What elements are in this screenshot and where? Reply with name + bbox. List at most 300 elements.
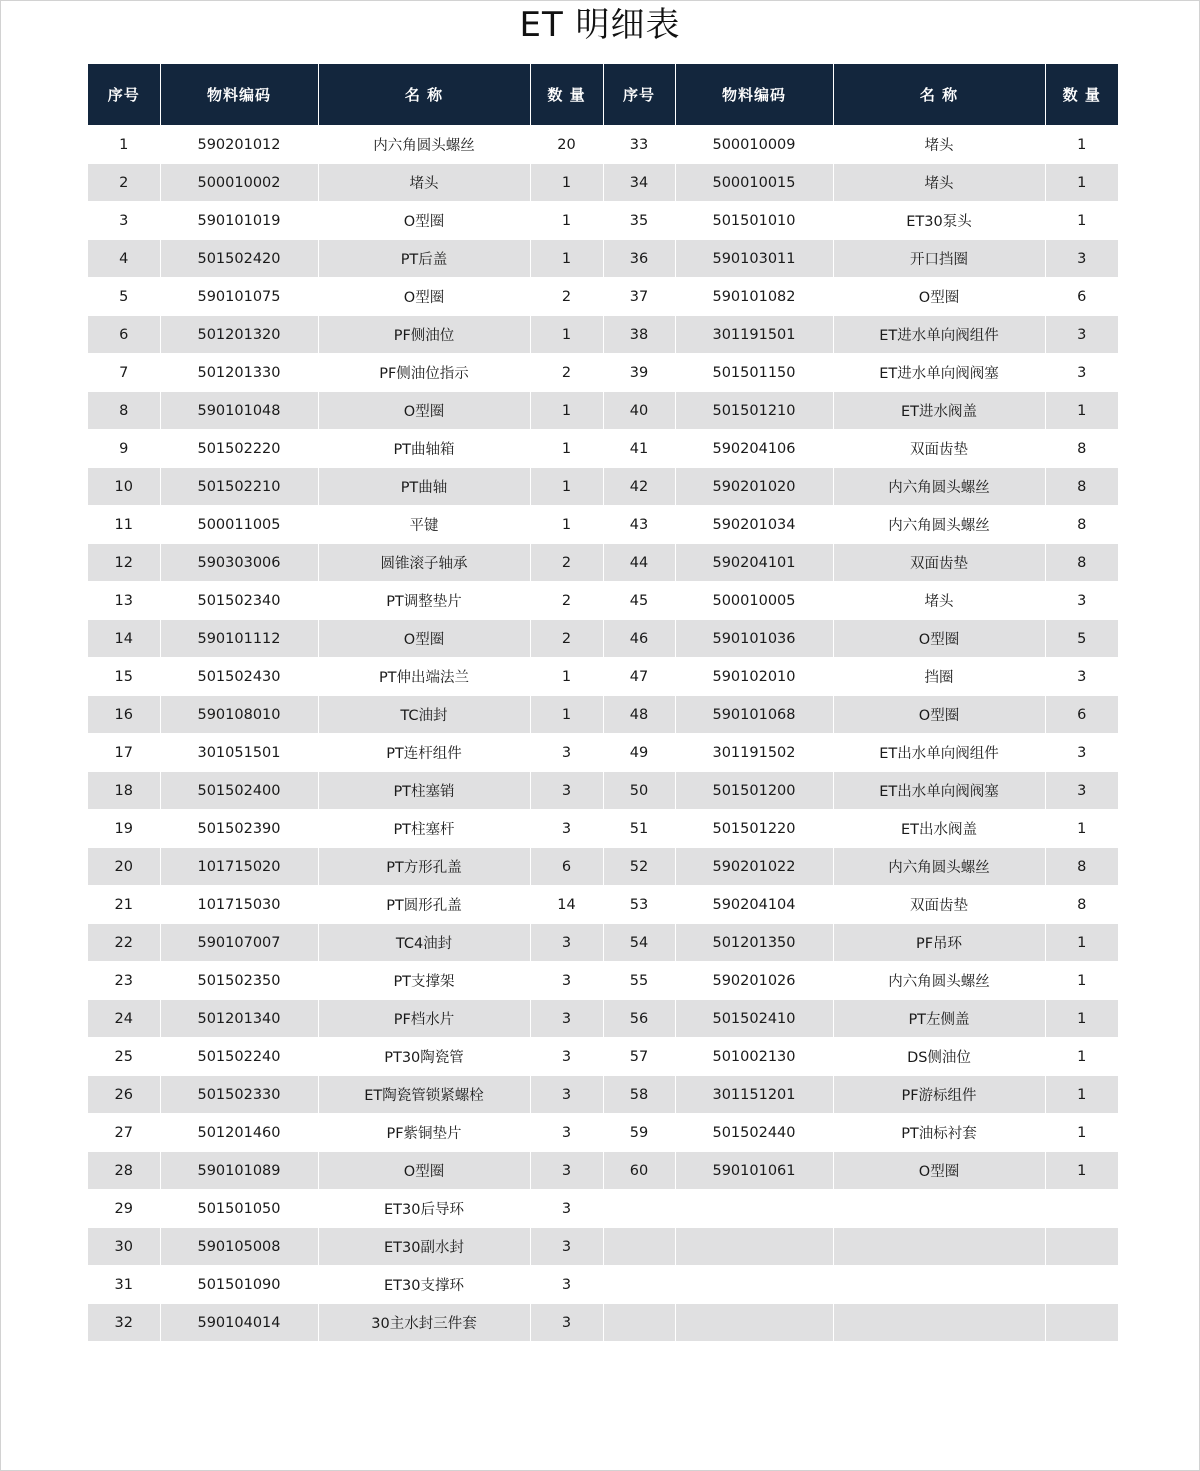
cell-index-left: 15 (88, 658, 160, 696)
cell-code-right: 590204106 (675, 430, 833, 468)
cell-name-left: O型圈 (318, 202, 530, 240)
cell-code-left: 501502240 (160, 1038, 318, 1076)
cell-qty-left: 6 (530, 848, 603, 886)
cell-index-right: 50 (603, 772, 675, 810)
cell-name-left: O型圈 (318, 1152, 530, 1190)
cell-index-left: 28 (88, 1152, 160, 1190)
table-row (88, 506, 1118, 544)
table-row (88, 278, 1118, 316)
cell-index-right: 53 (603, 886, 675, 924)
cell-qty-left: 1 (530, 164, 603, 202)
table-row (88, 354, 1118, 392)
cell-code-right: 501502440 (675, 1114, 833, 1152)
cell-code-right: 590103011 (675, 240, 833, 278)
cell-qty-right: 1 (1045, 1076, 1118, 1114)
cell-code-right (675, 1190, 833, 1228)
cell-index-left: 17 (88, 734, 160, 772)
cell-code-right: 590201034 (675, 506, 833, 544)
cell-name-right: O型圈 (833, 1152, 1045, 1190)
table-row (88, 924, 1118, 962)
cell-name-left: 内六角圆头螺丝 (318, 126, 530, 164)
cell-qty-right: 3 (1045, 240, 1118, 278)
cell-qty-right: 8 (1045, 430, 1118, 468)
cell-qty-left: 3 (530, 924, 603, 962)
cell-code-right: 501501010 (675, 202, 833, 240)
cell-code-right: 301191501 (675, 316, 833, 354)
cell-code-right: 501501220 (675, 810, 833, 848)
cell-index-right: 34 (603, 164, 675, 202)
cell-code-left: 101715020 (160, 848, 318, 886)
cell-index-left: 25 (88, 1038, 160, 1076)
cell-code-left: 590101048 (160, 392, 318, 430)
cell-code-left: 501201330 (160, 354, 318, 392)
header-code-right: 物料编码 (675, 64, 833, 126)
cell-qty-left: 2 (530, 354, 603, 392)
cell-index-left: 27 (88, 1114, 160, 1152)
cell-index-left: 9 (88, 430, 160, 468)
cell-code-left: 501201340 (160, 1000, 318, 1038)
cell-name-left: TC油封 (318, 696, 530, 734)
cell-index-left: 30 (88, 1228, 160, 1266)
cell-index-right: 38 (603, 316, 675, 354)
cell-index-right: 40 (603, 392, 675, 430)
cell-name-right (833, 1190, 1045, 1228)
table-row (88, 1266, 1118, 1304)
cell-index-left: 32 (88, 1304, 160, 1342)
cell-qty-left: 3 (530, 1000, 603, 1038)
cell-name-left: PF侧油位指示 (318, 354, 530, 392)
cell-code-left: 301051501 (160, 734, 318, 772)
cell-qty-left: 3 (530, 962, 603, 1000)
cell-index-left: 13 (88, 582, 160, 620)
cell-code-right (675, 1266, 833, 1304)
table-row (88, 772, 1118, 810)
cell-code-left: 590303006 (160, 544, 318, 582)
cell-qty-left: 1 (530, 240, 603, 278)
cell-qty-left: 1 (530, 392, 603, 430)
cell-name-right: O型圈 (833, 696, 1045, 734)
cell-qty-right: 8 (1045, 468, 1118, 506)
cell-index-left: 11 (88, 506, 160, 544)
cell-name-right: PF游标组件 (833, 1076, 1045, 1114)
cell-code-left: 501201460 (160, 1114, 318, 1152)
cell-index-left: 24 (88, 1000, 160, 1038)
cell-name-left: ET30副水封 (318, 1228, 530, 1266)
cell-name-left: ET陶瓷管锁紧螺栓 (318, 1076, 530, 1114)
cell-name-right: 堵头 (833, 164, 1045, 202)
cell-code-right: 501002130 (675, 1038, 833, 1076)
cell-qty-left: 1 (530, 430, 603, 468)
cell-index-right: 47 (603, 658, 675, 696)
cell-index-left: 1 (88, 126, 160, 164)
cell-index-left: 2 (88, 164, 160, 202)
cell-name-right: ET30泵头 (833, 202, 1045, 240)
cell-name-right: 开口挡圈 (833, 240, 1045, 278)
cell-index-right (603, 1190, 675, 1228)
cell-name-left: PT支撑架 (318, 962, 530, 1000)
cell-name-left: 平键 (318, 506, 530, 544)
table-row (88, 696, 1118, 734)
table-row (88, 1000, 1118, 1038)
cell-code-right: 590101061 (675, 1152, 833, 1190)
table-body (88, 126, 1118, 1342)
cell-qty-right (1045, 1304, 1118, 1342)
cell-name-left: PF侧油位 (318, 316, 530, 354)
cell-code-right (675, 1228, 833, 1266)
cell-name-right: 内六角圆头螺丝 (833, 506, 1045, 544)
cell-code-right: 301151201 (675, 1076, 833, 1114)
cell-index-right: 60 (603, 1152, 675, 1190)
cell-code-right: 501502410 (675, 1000, 833, 1038)
cell-code-left: 501502210 (160, 468, 318, 506)
cell-index-left: 26 (88, 1076, 160, 1114)
cell-code-right: 590101036 (675, 620, 833, 658)
cell-qty-left: 3 (530, 1076, 603, 1114)
cell-name-right: PF吊环 (833, 924, 1045, 962)
cell-qty-right: 8 (1045, 848, 1118, 886)
cell-index-right: 49 (603, 734, 675, 772)
cell-index-right: 52 (603, 848, 675, 886)
cell-index-left: 18 (88, 772, 160, 810)
cell-code-right: 500010009 (675, 126, 833, 164)
cell-name-left: TC4油封 (318, 924, 530, 962)
cell-code-left: 501502350 (160, 962, 318, 1000)
table-row (88, 658, 1118, 696)
cell-index-right: 36 (603, 240, 675, 278)
cell-code-left: 590101112 (160, 620, 318, 658)
cell-code-right: 590204101 (675, 544, 833, 582)
cell-qty-right: 3 (1045, 734, 1118, 772)
cell-qty-left: 3 (530, 734, 603, 772)
cell-qty-right: 3 (1045, 658, 1118, 696)
cell-qty-right: 3 (1045, 582, 1118, 620)
cell-name-left: PT后盖 (318, 240, 530, 278)
cell-name-left: O型圈 (318, 278, 530, 316)
table-row (88, 240, 1118, 278)
cell-name-left: PT柱塞销 (318, 772, 530, 810)
table-row (88, 848, 1118, 886)
cell-name-right: ET进水单向阀组件 (833, 316, 1045, 354)
cell-qty-left: 1 (530, 316, 603, 354)
cell-index-right: 44 (603, 544, 675, 582)
cell-code-right: 501501200 (675, 772, 833, 810)
cell-index-right: 46 (603, 620, 675, 658)
table-row (88, 164, 1118, 202)
cell-name-right: 堵头 (833, 126, 1045, 164)
table-row (88, 1304, 1118, 1342)
cell-qty-right: 8 (1045, 506, 1118, 544)
cell-index-right: 45 (603, 582, 675, 620)
cell-index-left: 21 (88, 886, 160, 924)
cell-qty-left: 2 (530, 582, 603, 620)
cell-qty-right: 5 (1045, 620, 1118, 658)
cell-index-right: 39 (603, 354, 675, 392)
cell-code-left: 590104014 (160, 1304, 318, 1342)
cell-index-right: 33 (603, 126, 675, 164)
table-row (88, 392, 1118, 430)
table-row (88, 1190, 1118, 1228)
header-index-right: 序号 (603, 64, 675, 126)
cell-qty-left: 1 (530, 658, 603, 696)
cell-index-left: 8 (88, 392, 160, 430)
cell-code-left: 500010002 (160, 164, 318, 202)
cell-index-left: 12 (88, 544, 160, 582)
cell-qty-right: 3 (1045, 316, 1118, 354)
cell-code-left: 501502390 (160, 810, 318, 848)
cell-qty-right: 1 (1045, 924, 1118, 962)
cell-index-right (603, 1228, 675, 1266)
cell-qty-right: 3 (1045, 772, 1118, 810)
cell-index-right: 35 (603, 202, 675, 240)
cell-qty-right (1045, 1190, 1118, 1228)
cell-code-left: 501502330 (160, 1076, 318, 1114)
table-row (88, 810, 1118, 848)
page-title: ET 明细表 (519, 5, 681, 45)
cell-code-right: 500010005 (675, 582, 833, 620)
cell-name-right: ET出水单向阀组件 (833, 734, 1045, 772)
cell-qty-right: 1 (1045, 1152, 1118, 1190)
cell-index-left: 29 (88, 1190, 160, 1228)
cell-name-left: PF紫铜垫片 (318, 1114, 530, 1152)
cell-name-right: 双面齿垫 (833, 544, 1045, 582)
cell-qty-left: 20 (530, 126, 603, 164)
cell-qty-right: 6 (1045, 278, 1118, 316)
cell-name-left: PT圆形孔盖 (318, 886, 530, 924)
cell-code-right: 590201020 (675, 468, 833, 506)
cell-name-right: ET出水单向阀阀塞 (833, 772, 1045, 810)
header-name-left: 名 称 (318, 64, 530, 126)
cell-index-right: 37 (603, 278, 675, 316)
cell-code-left: 590201012 (160, 126, 318, 164)
cell-code-right: 501201350 (675, 924, 833, 962)
cell-qty-right: 8 (1045, 544, 1118, 582)
cell-index-right: 56 (603, 1000, 675, 1038)
cell-code-left: 101715030 (160, 886, 318, 924)
cell-index-left: 5 (88, 278, 160, 316)
cell-name-left: 30主水封三件套 (318, 1304, 530, 1342)
cell-index-left: 7 (88, 354, 160, 392)
cell-qty-right: 1 (1045, 810, 1118, 848)
cell-code-left: 590107007 (160, 924, 318, 962)
cell-code-left: 501502430 (160, 658, 318, 696)
cell-code-left: 501201320 (160, 316, 318, 354)
cell-index-right: 55 (603, 962, 675, 1000)
cell-code-left: 501502220 (160, 430, 318, 468)
cell-code-left: 501502400 (160, 772, 318, 810)
cell-qty-right: 1 (1045, 962, 1118, 1000)
cell-name-right: ET进水单向阀阀塞 (833, 354, 1045, 392)
cell-qty-right: 1 (1045, 1000, 1118, 1038)
cell-qty-right (1045, 1228, 1118, 1266)
cell-qty-right: 8 (1045, 886, 1118, 924)
cell-code-right: 590201026 (675, 962, 833, 1000)
cell-name-right: ET进水阀盖 (833, 392, 1045, 430)
cell-qty-left: 3 (530, 1190, 603, 1228)
cell-name-right: 内六角圆头螺丝 (833, 848, 1045, 886)
cell-name-right: 堵头 (833, 582, 1045, 620)
cell-name-left: ET30后导环 (318, 1190, 530, 1228)
cell-name-right: 挡圈 (833, 658, 1045, 696)
cell-index-right: 54 (603, 924, 675, 962)
cell-qty-left: 2 (530, 544, 603, 582)
table-row (88, 1076, 1118, 1114)
cell-code-left: 590101019 (160, 202, 318, 240)
table-row (88, 962, 1118, 1000)
cell-name-left: PF档水片 (318, 1000, 530, 1038)
cell-index-left: 4 (88, 240, 160, 278)
cell-name-left: O型圈 (318, 392, 530, 430)
cell-code-left: 501501090 (160, 1266, 318, 1304)
cell-qty-left: 1 (530, 506, 603, 544)
cell-qty-right: 3 (1045, 354, 1118, 392)
cell-name-left: 圆锥滚子轴承 (318, 544, 530, 582)
cell-code-left: 590108010 (160, 696, 318, 734)
cell-code-left: 501502420 (160, 240, 318, 278)
header-name-right: 名 称 (833, 64, 1045, 126)
table-row (88, 1038, 1118, 1076)
cell-code-right: 590101068 (675, 696, 833, 734)
cell-code-left: 590105008 (160, 1228, 318, 1266)
cell-index-left: 14 (88, 620, 160, 658)
cell-index-left: 10 (88, 468, 160, 506)
cell-name-right (833, 1266, 1045, 1304)
cell-name-left: PT曲轴箱 (318, 430, 530, 468)
cell-name-right (833, 1228, 1045, 1266)
table-row (88, 202, 1118, 240)
cell-qty-left: 2 (530, 620, 603, 658)
cell-qty-left: 3 (530, 772, 603, 810)
cell-qty-right: 1 (1045, 392, 1118, 430)
cell-index-left: 6 (88, 316, 160, 354)
table-header-row (88, 64, 1118, 126)
cell-qty-right: 1 (1045, 202, 1118, 240)
cell-name-left: 堵头 (318, 164, 530, 202)
cell-name-left: PT调整垫片 (318, 582, 530, 620)
table-row (88, 126, 1118, 164)
cell-qty-left: 2 (530, 278, 603, 316)
cell-code-right: 500010015 (675, 164, 833, 202)
cell-name-right (833, 1304, 1045, 1342)
cell-name-left: PT曲轴 (318, 468, 530, 506)
cell-index-right (603, 1304, 675, 1342)
table-row (88, 886, 1118, 924)
cell-code-right: 501501210 (675, 392, 833, 430)
table-row (88, 544, 1118, 582)
cell-index-right: 59 (603, 1114, 675, 1152)
cell-code-left: 590101089 (160, 1152, 318, 1190)
cell-index-left: 16 (88, 696, 160, 734)
header-qty-left: 数 量 (530, 64, 603, 126)
cell-code-left: 501502340 (160, 582, 318, 620)
cell-index-left: 31 (88, 1266, 160, 1304)
cell-index-left: 20 (88, 848, 160, 886)
cell-qty-right: 6 (1045, 696, 1118, 734)
cell-qty-left: 3 (530, 1266, 603, 1304)
cell-index-right: 57 (603, 1038, 675, 1076)
cell-name-left: PT方形孔盖 (318, 848, 530, 886)
header-qty-right: 数 量 (1045, 64, 1118, 126)
cell-code-right: 301191502 (675, 734, 833, 772)
header-index-left: 序号 (88, 64, 160, 126)
cell-name-left: PT连杆组件 (318, 734, 530, 772)
cell-index-right: 41 (603, 430, 675, 468)
cell-index-right: 58 (603, 1076, 675, 1114)
cell-index-right (603, 1266, 675, 1304)
cell-qty-left: 3 (530, 1038, 603, 1076)
table-row (88, 1152, 1118, 1190)
cell-code-right: 590102010 (675, 658, 833, 696)
cell-code-left: 500011005 (160, 506, 318, 544)
cell-qty-left: 1 (530, 202, 603, 240)
cell-name-left: PT伸出端法兰 (318, 658, 530, 696)
cell-qty-left: 3 (530, 810, 603, 848)
parts-list-table (88, 64, 1118, 1341)
cell-qty-left: 3 (530, 1152, 603, 1190)
table-row (88, 1114, 1118, 1152)
cell-code-right (675, 1304, 833, 1342)
cell-qty-left: 14 (530, 886, 603, 924)
cell-index-left: 23 (88, 962, 160, 1000)
table-row (88, 316, 1118, 354)
cell-name-right: O型圈 (833, 620, 1045, 658)
cell-index-right: 43 (603, 506, 675, 544)
cell-name-right: 内六角圆头螺丝 (833, 962, 1045, 1000)
cell-qty-right: 1 (1045, 126, 1118, 164)
cell-code-left: 501501050 (160, 1190, 318, 1228)
cell-qty-right: 1 (1045, 1038, 1118, 1076)
cell-index-left: 3 (88, 202, 160, 240)
table-row (88, 620, 1118, 658)
cell-name-right: O型圈 (833, 278, 1045, 316)
cell-name-left: O型圈 (318, 620, 530, 658)
cell-name-left: ET30支撑环 (318, 1266, 530, 1304)
cell-code-right: 590201022 (675, 848, 833, 886)
cell-qty-right: 1 (1045, 164, 1118, 202)
cell-code-right: 590204104 (675, 886, 833, 924)
cell-code-left: 590101075 (160, 278, 318, 316)
cell-index-left: 22 (88, 924, 160, 962)
cell-index-left: 19 (88, 810, 160, 848)
table-row (88, 430, 1118, 468)
cell-code-right: 590101082 (675, 278, 833, 316)
cell-name-left: PT柱塞杆 (318, 810, 530, 848)
cell-qty-left: 1 (530, 696, 603, 734)
cell-qty-left: 3 (530, 1304, 603, 1342)
table-row (88, 1228, 1118, 1266)
cell-index-right: 42 (603, 468, 675, 506)
cell-name-right: 双面齿垫 (833, 430, 1045, 468)
cell-index-right: 51 (603, 810, 675, 848)
table-row (88, 582, 1118, 620)
header-code-left: 物料编码 (160, 64, 318, 126)
cell-qty-left: 1 (530, 468, 603, 506)
cell-qty-left: 3 (530, 1114, 603, 1152)
cell-qty-right: 1 (1045, 1114, 1118, 1152)
cell-qty-right (1045, 1266, 1118, 1304)
cell-qty-left: 3 (530, 1228, 603, 1266)
cell-name-right: PT左侧盖 (833, 1000, 1045, 1038)
cell-name-right: 双面齿垫 (833, 886, 1045, 924)
cell-name-right: DS侧油位 (833, 1038, 1045, 1076)
cell-name-left: PT30陶瓷管 (318, 1038, 530, 1076)
table-row (88, 468, 1118, 506)
cell-index-right: 48 (603, 696, 675, 734)
cell-name-right: 内六角圆头螺丝 (833, 468, 1045, 506)
table-row (88, 734, 1118, 772)
cell-name-right: ET出水阀盖 (833, 810, 1045, 848)
cell-name-right: PT油标衬套 (833, 1114, 1045, 1152)
cell-code-right: 501501150 (675, 354, 833, 392)
